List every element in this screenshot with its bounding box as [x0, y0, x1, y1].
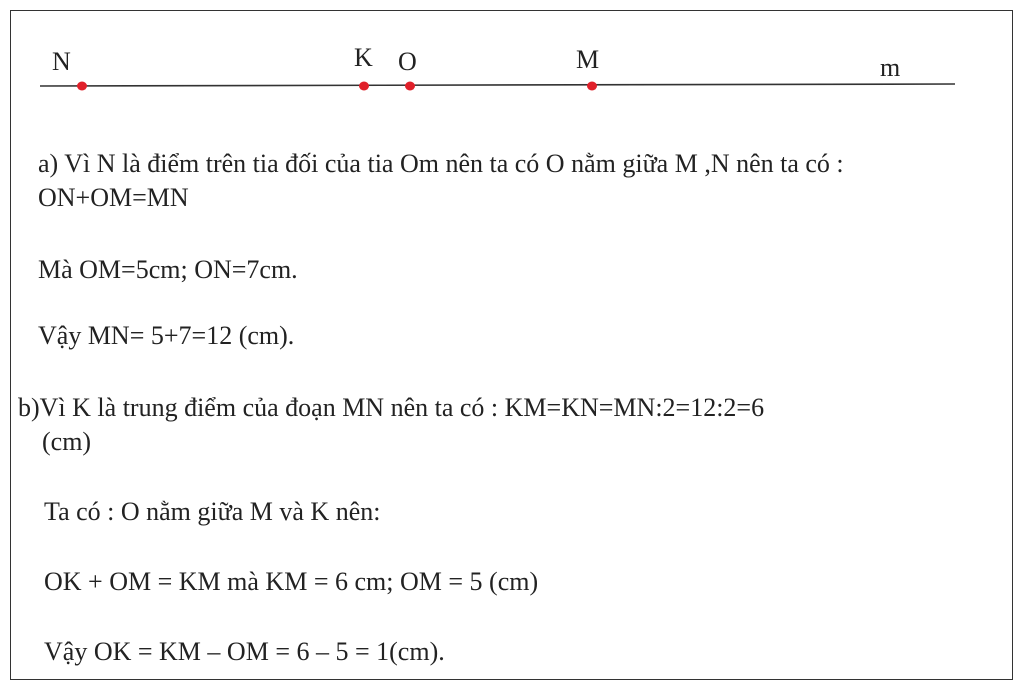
point-k-label: K — [354, 43, 373, 72]
part-b-line-1: b)Vì K là trung điểm của đoạn MN nên ta có : KM=KN=MN:2=12:2=6 — [18, 393, 765, 422]
point-o-label: O — [398, 47, 417, 76]
ray-m-label: m — [880, 53, 901, 82]
point-m-label: M — [576, 45, 600, 74]
part-a-line-1: a) Vì N là điểm trên tia đối của tia Om nên ta có O nằm giữa M ,N nên ta có : — [38, 149, 844, 178]
point-k-dot — [359, 82, 369, 91]
part-b-line-2: (cm) — [42, 427, 92, 456]
ray-line — [40, 84, 955, 86]
point-o-dot — [405, 82, 415, 91]
part-b-line-4: OK + OM = KM mà KM = 6 cm; OM = 5 (cm) — [44, 567, 539, 596]
part-a-line-3: Mà OM=5cm; ON=7cm. — [38, 255, 298, 284]
part-b-line-5: Vậy OK = KM – OM = 6 – 5 = 1(cm). — [44, 637, 445, 666]
point-n-label: N — [52, 47, 71, 76]
part-a-line-4: Vậy MN= 5+7=12 (cm). — [38, 321, 295, 350]
part-b-line-3: Ta có : O nằm giữa M và K nên: — [44, 497, 381, 526]
point-m-dot — [587, 82, 597, 91]
point-n-dot — [77, 82, 87, 91]
part-a-line-2: ON+OM=MN — [38, 183, 189, 212]
ray-figure — [0, 0, 1024, 110]
